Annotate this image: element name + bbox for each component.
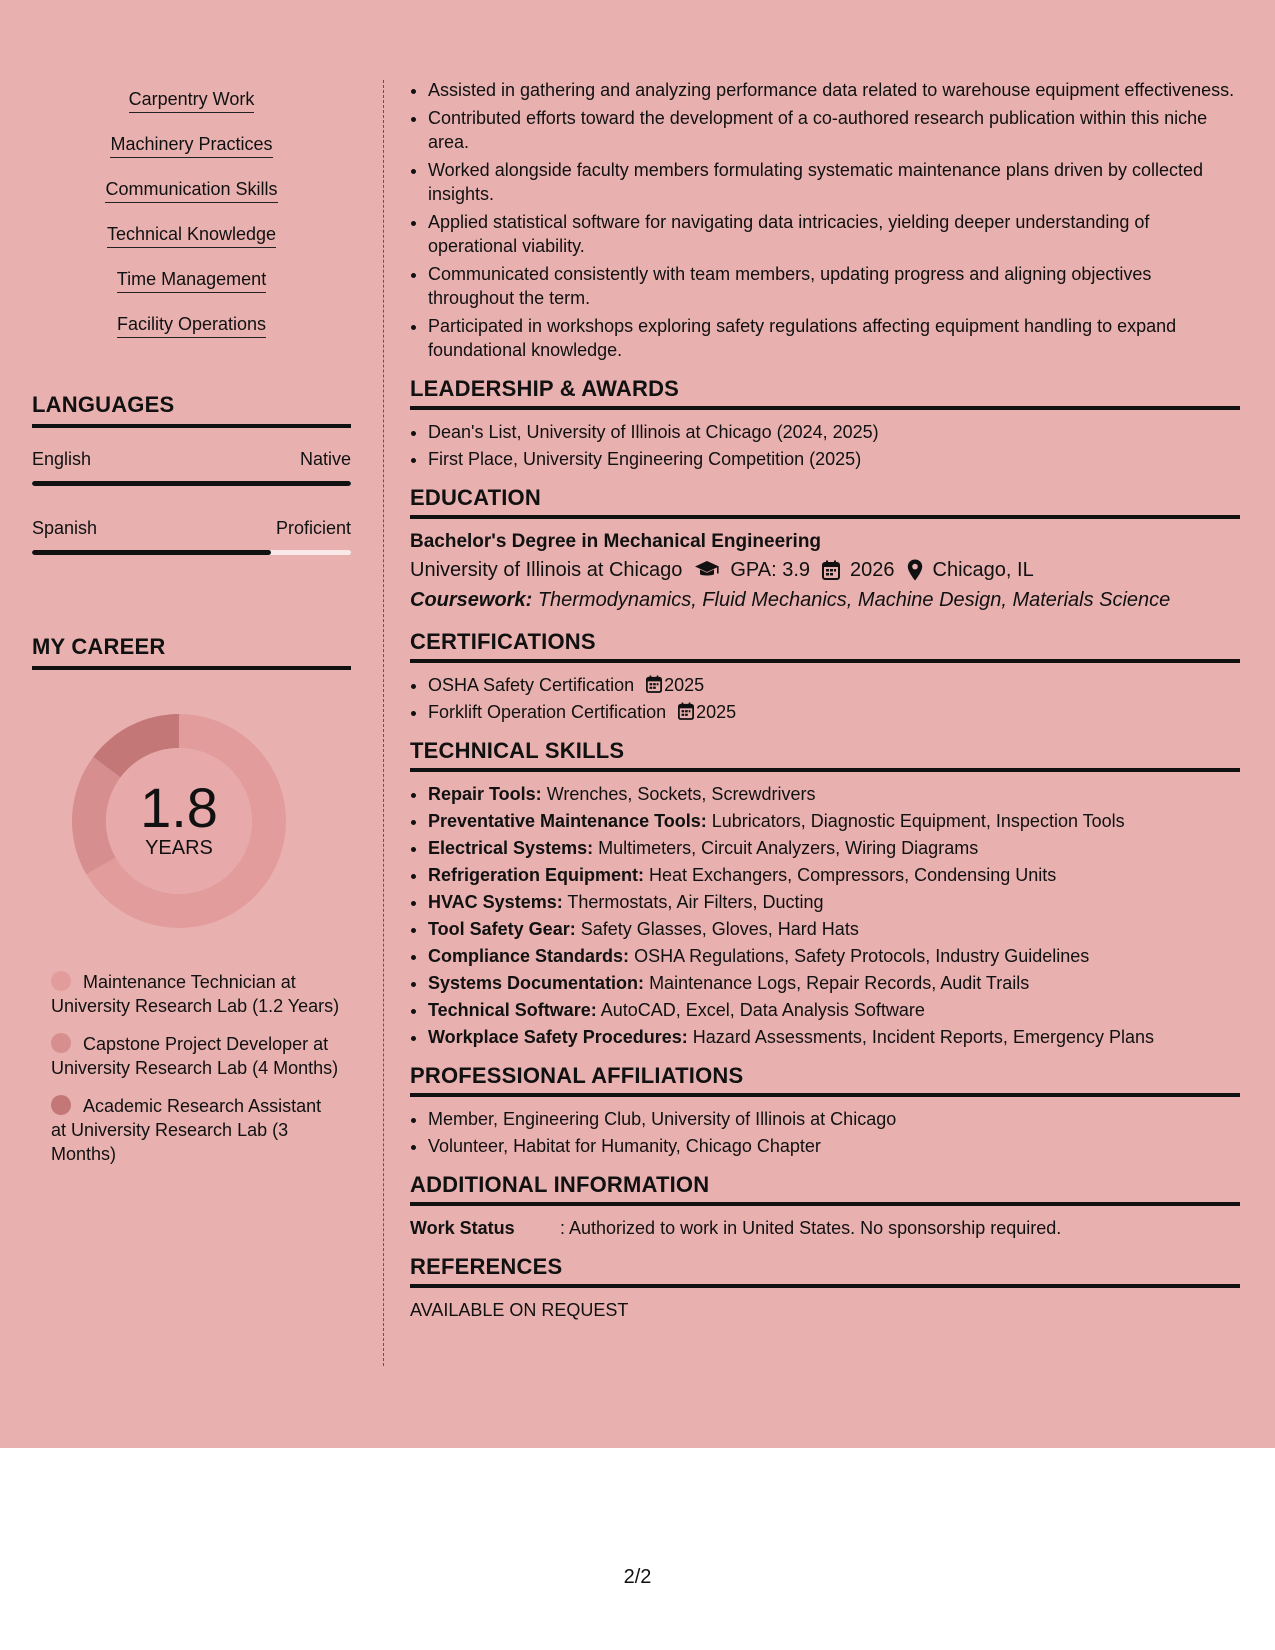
career-donut-chart [64,706,294,936]
experience-bullet: • Communicated consistently with team members, updating progress and aligning objectives throughout the term. [428,262,1240,310]
education-school: University of Illinois at Chicago [410,559,683,581]
column-divider [383,80,384,1366]
language-row-english [32,449,351,475]
leadership-item: • First Place, University Engineering Competition (2025) [428,447,1240,471]
language-name: English [32,449,92,469]
career-text: Maintenance Technician at University Research Lab (1.2 Years) [51,972,340,1016]
skill-value: Heat Exchangers, Compressors, Condensing Units [649,865,1057,885]
certification-year: 2025 [664,675,705,695]
career-total-unit: YEARS [145,836,213,859]
career-legend-item [51,1032,341,1080]
career-text: Capstone Project Developer at University Research Lab (4 Months) [51,1034,339,1078]
language-bar-spanish [32,550,351,555]
certification-year: 2025 [696,702,737,722]
experience-bullets [410,78,1240,362]
affiliation-item: • Member, Engineering Club, University of Illinois at Chicago [428,1107,1240,1131]
certifications-list [410,673,1240,724]
language-bar-fill [32,481,351,486]
technical-skill-item [428,944,1240,968]
technical-skill-item [428,971,1240,995]
skills-list [32,88,351,358]
skill-label: Preventative Maintenance Tools: [428,811,707,831]
skill-value: OSHA Regulations, Safety Protocols, Industry Guidelines [634,946,1090,966]
skill-label: Workplace Safety Procedures: [428,1027,688,1047]
calendar-icon [678,702,694,720]
education-coursework [410,585,1240,615]
education-gpa: GPA: 3.9 [730,559,811,581]
legend-dot [51,971,71,991]
leadership-list [410,420,1240,471]
work-status-value: : Authorized to work in United States. No sponsorship required. [560,1218,1062,1238]
technical-skills-heading: TECHNICAL SKILLS [410,738,1240,772]
career-legend-item [51,970,341,1018]
leadership-heading: LEADERSHIP & AWARDS [410,376,1240,410]
technical-skill-item [428,998,1240,1022]
certification-item [428,700,1240,724]
main-column [410,78,1240,1322]
language-bar-fill [32,550,271,555]
technical-skill-item [428,863,1240,887]
skill-label: Refrigeration Equipment: [428,865,645,885]
career-heading: MY CAREER [32,634,351,670]
skill-value: Thermostats, Air Filters, Ducting [567,892,824,912]
skill-label: Repair Tools: [428,784,542,804]
skill-item: Facility Operations [117,313,266,338]
affiliations-heading: PROFESSIONAL AFFILIATIONS [410,1063,1240,1097]
technical-skill-item [428,890,1240,914]
graduation-cap-icon [694,560,720,580]
certification-name: OSHA Safety Certification [428,675,635,695]
skill-value: Multimeters, Circuit Analyzers, Wiring Diagrams [598,838,979,858]
donut-center [64,706,294,936]
skill-label: Compliance Standards: [428,946,630,966]
skill-label: Tool Safety Gear: [428,919,576,939]
skill-label: Electrical Systems: [428,838,594,858]
leadership-item: • Dean's List, University of Illinois at Chicago (2024, 2025) [428,420,1240,444]
certification-item [428,673,1240,697]
skill-value: Wrenches, Sockets, Screwdrivers [546,784,816,804]
additional-info-heading: ADDITIONAL INFORMATION [410,1172,1240,1206]
skill-value: Safety Glasses, Gloves, Hard Hats [580,919,859,939]
coursework-label: Coursework: [410,589,533,611]
language-bar-english [32,481,351,486]
education-degree: Bachelor's Degree in Mechanical Engineering [410,531,822,552]
language-name: Spanish [32,518,98,538]
experience-bullet: • Participated in workshops exploring safety regulations affecting equipment handling to expand foundational knowledge. [428,314,1240,362]
experience-bullet: • Worked alongside faculty members formulating systematic maintenance plans driven by collected insights. [428,158,1240,206]
language-level: Native [299,449,351,469]
legend-dot [51,1095,71,1115]
education-heading: EDUCATION [410,485,1240,519]
technical-skill-item [428,809,1240,833]
skill-value: Maintenance Logs, Repair Records, Audit Trails [649,973,1030,993]
education-location: Chicago, IL [932,559,1034,581]
education-details [410,555,1240,585]
skill-label: Systems Documentation: [428,973,645,993]
skill-value: Lubricators, Diagnostic Equipment, Inspection Tools [711,811,1125,831]
technical-skill-item [428,917,1240,941]
skill-item: Machinery Practices [110,133,272,158]
languages-heading: LANGUAGES [32,392,351,428]
experience-bullet: • Applied statistical software for navigating data intricacies, yielding deeper understanding of operational viability. [428,210,1240,258]
affiliations-list [410,1107,1240,1158]
skill-value: AutoCAD, Excel, Data Analysis Software [600,1000,925,1020]
language-level: Proficient [275,518,351,538]
references-text: AVAILABLE ON REQUEST [410,1300,629,1320]
skill-label: HVAC Systems: [428,892,563,912]
skill-item: Technical Knowledge [107,223,276,248]
certification-name: Forklift Operation Certification [428,702,667,722]
experience-bullet: • Contributed efforts toward the development of a co-authored research publication within this niche area. [428,106,1240,154]
skill-label: Technical Software: [428,1000,597,1020]
career-text: Academic Research Assistant at University Research Lab (3 Months) [51,1096,322,1164]
experience-bullet: • Assisted in gathering and analyzing performance data related to warehouse equipment effectiveness. [428,78,1240,102]
career-legend-item [51,1094,341,1166]
work-status-row [410,1216,1240,1240]
calendar-icon [646,675,662,693]
affiliation-item: • Volunteer, Habitat for Humanity, Chicago Chapter [428,1134,1240,1158]
skill-item: Time Management [117,268,266,293]
skill-item: Carpentry Work [129,88,255,113]
certifications-heading: CERTIFICATIONS [410,629,1240,663]
legend-dot [51,1033,71,1053]
technical-skill-item [428,836,1240,860]
education-year: 2026 [850,559,895,581]
skill-value: Hazard Assessments, Incident Reports, Emergency Plans [692,1027,1155,1047]
technical-skill-item [428,782,1240,806]
language-row-spanish [32,518,351,544]
career-total-value: 1.8 [140,775,218,839]
skill-item: Communication Skills [105,178,277,203]
technical-skill-item [428,1025,1240,1049]
page-number: 2/2 [623,1566,652,1588]
coursework-value: Thermodynamics, Fluid Mechanics, Machine Design, Materials Science [537,589,1171,611]
work-status-label: Work Status [410,1218,515,1238]
calendar-icon [822,560,840,580]
references-heading: REFERENCES [410,1254,1240,1288]
location-pin-icon [907,559,923,581]
career-legend [51,970,341,1180]
technical-skills-list [410,782,1240,1049]
